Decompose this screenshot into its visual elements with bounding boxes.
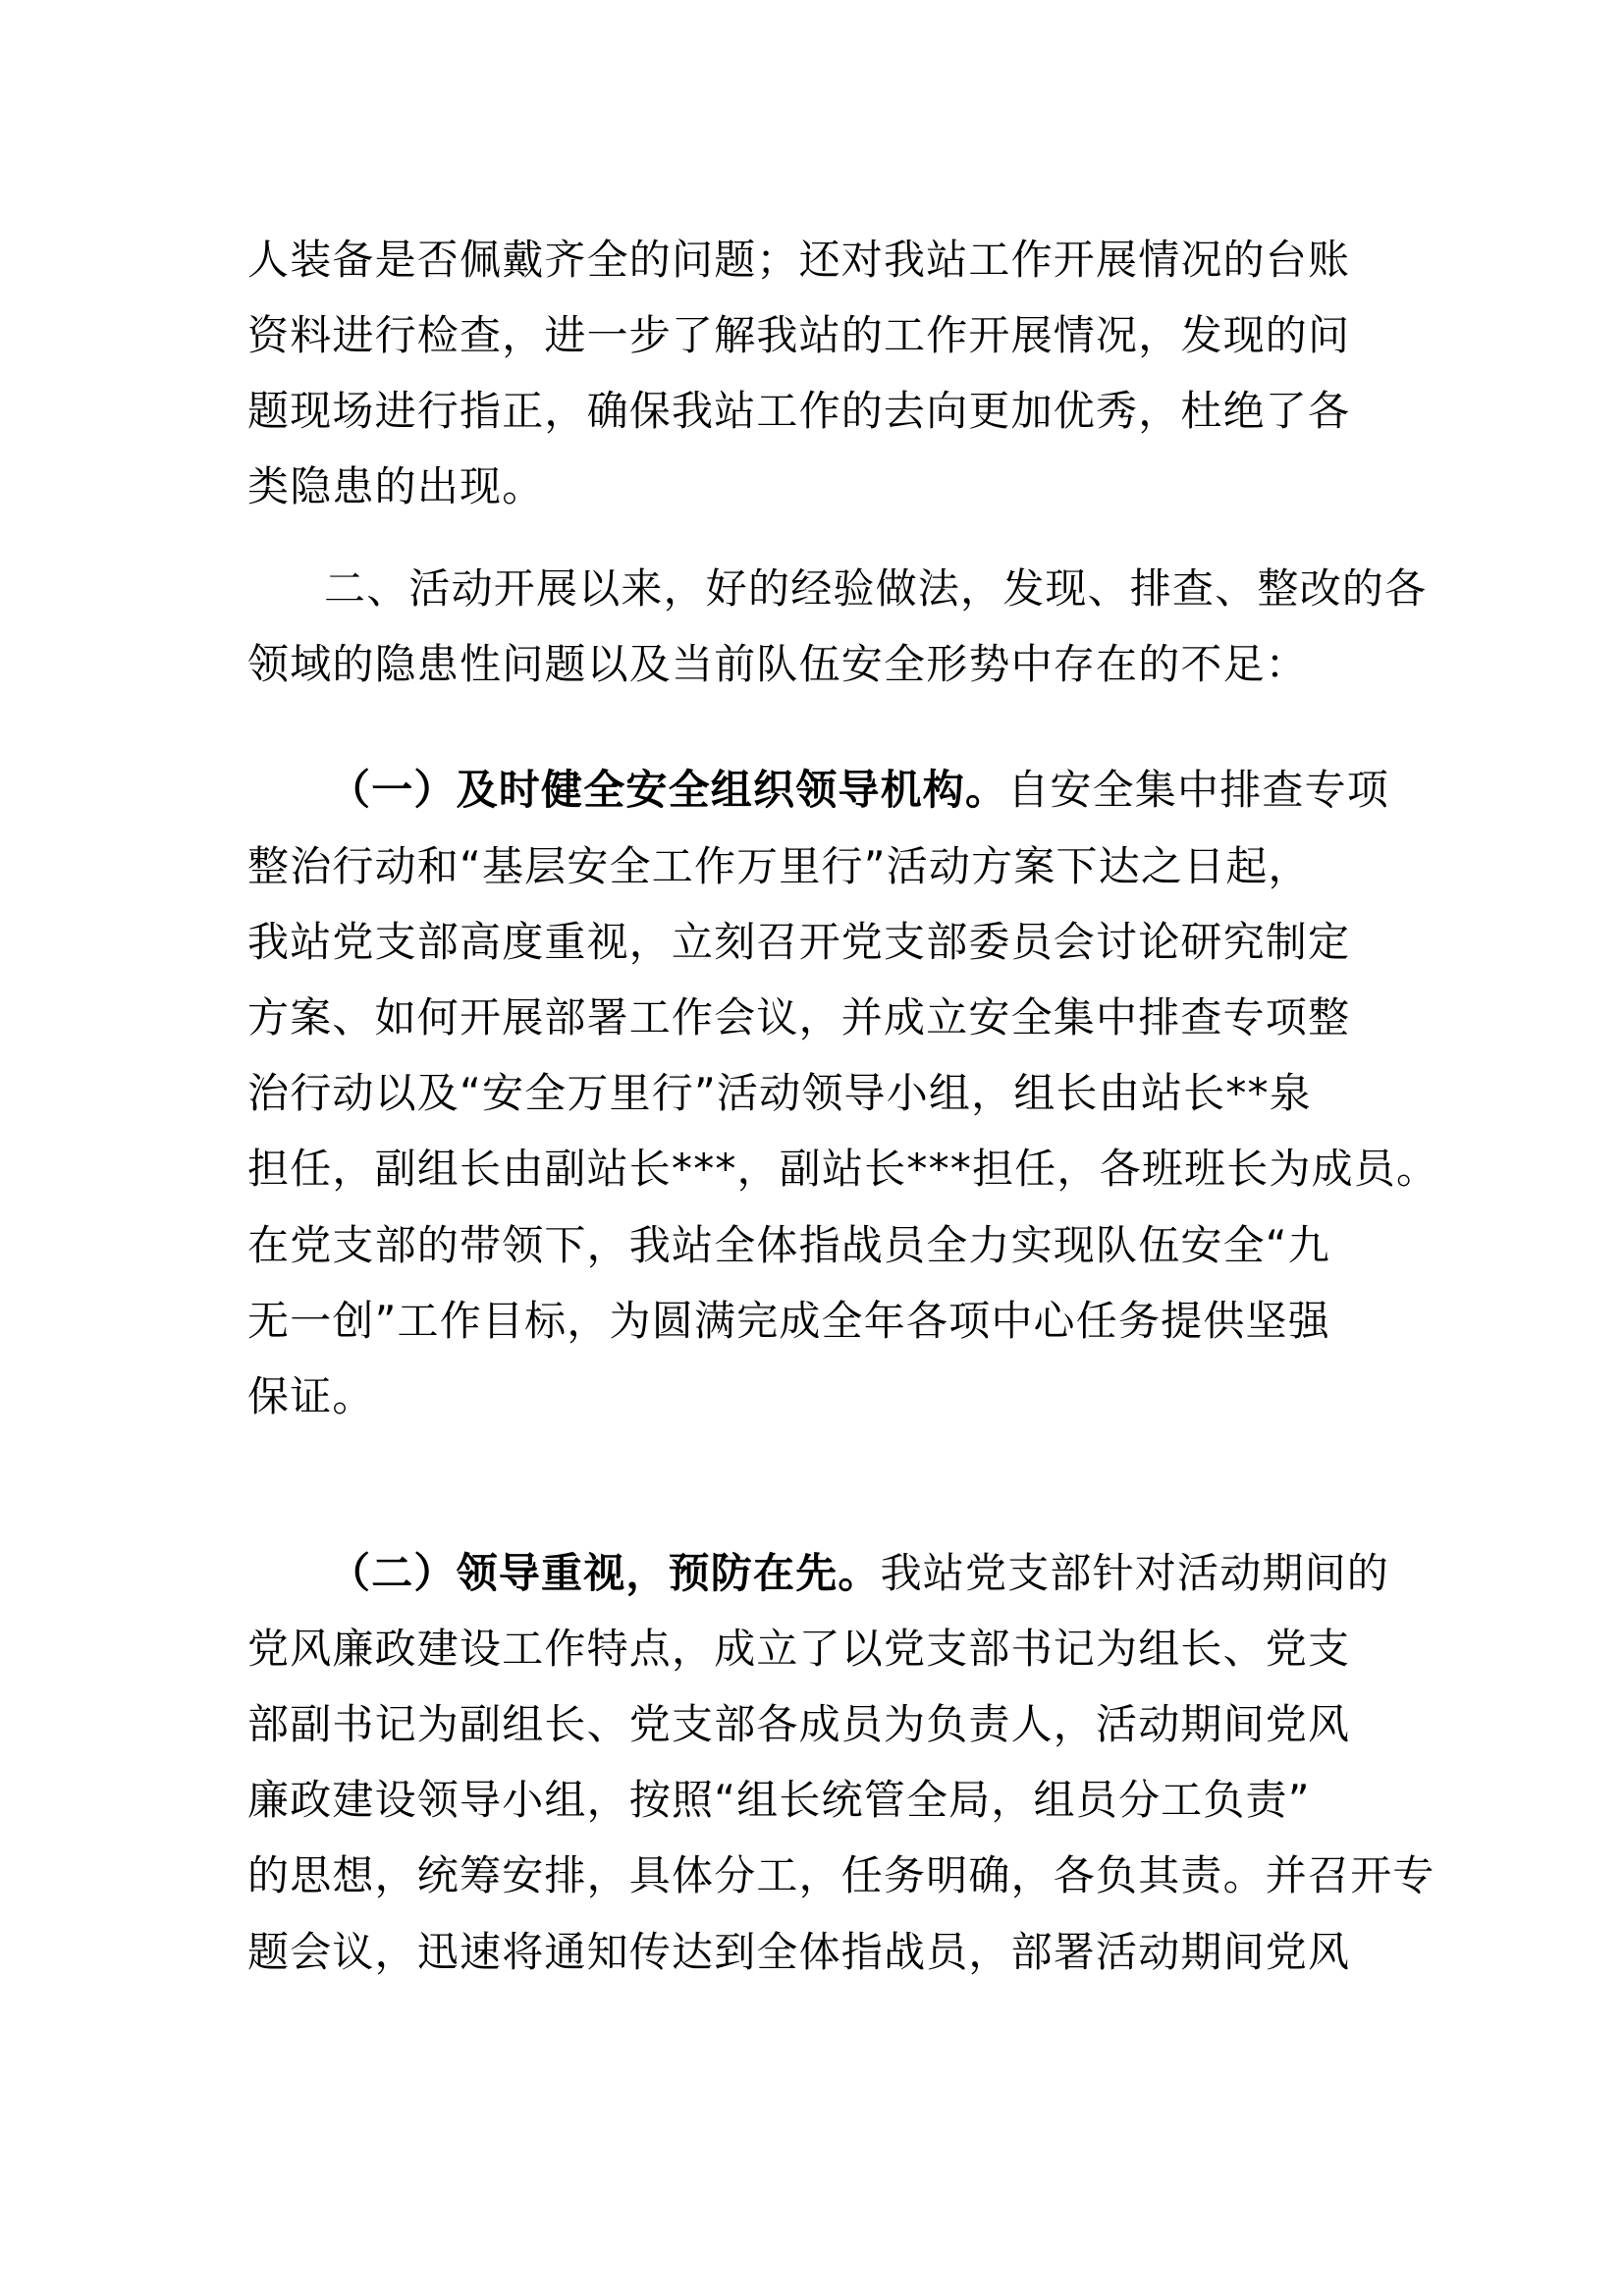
- item-one-text: 自安全集中排查专项: [1007, 766, 1390, 814]
- paragraph-line: 保证。: [247, 1372, 375, 1420]
- paragraph-line: 部副书记为副组长、党支部各成员为负责人，活动期间党风: [247, 1700, 1351, 1748]
- paragraph-line: 治行动以及“安全万里行”活动领导小组，组长由站长**泉: [247, 1069, 1312, 1117]
- paragraph-line: 题会议，迅速将通知传达到全体指战员，部署活动期间党风: [247, 1928, 1351, 1976]
- paragraph-line: 题现场进行指正，确保我站工作的去向更加优秀，杜绝了各: [247, 387, 1351, 435]
- paragraph-line: 无一创”工作目标，为圆满完成全年各项中心任务提供坚强: [247, 1297, 1330, 1345]
- paragraph-line: 类隐患的出现。: [247, 462, 545, 510]
- paragraph-line: 资料进行检查，进一步了解我站的工作开展情况，发现的问: [247, 311, 1351, 359]
- paragraph-line: 我站党支部高度重视，立刻召开党支部委员会讨论研究制定: [247, 918, 1351, 966]
- paragraph-line: 人装备是否佩戴齐全的问题；还对我站工作开展情况的台账: [247, 236, 1351, 284]
- item-one-title: （一）及时健全安全组织领导机构。: [329, 766, 1008, 814]
- section-heading-line: 领域的隐患性问题以及当前队伍安全形势中存在的不足：: [247, 640, 1309, 688]
- paragraph-line: 党风廉政建设工作特点，成立了以党支部书记为组长、党支: [247, 1625, 1351, 1673]
- paragraph-line: 在党支部的带领下，我站全体指战员全力实现队伍安全“九: [247, 1221, 1330, 1269]
- item-two-text: 我站党支部针对活动期间的: [880, 1549, 1390, 1597]
- section-heading-line: 二、活动开展以来，好的经验做法，发现、排查、整改的各: [324, 564, 1428, 613]
- paragraph-line: 方案、如何开展部署工作会议，并成立安全集中排查专项整: [247, 993, 1351, 1041]
- paragraph-line: 廉政建设领导小组，按照“组长统管全局，组员分工负责”: [247, 1776, 1311, 1824]
- item-two-first-line: [329, 1544, 1468, 1603]
- paragraph-line: 的思想，统筹安排，具体分工，任务明确，各负其责。并召开专: [247, 1851, 1435, 1899]
- item-two-title: （二）领导重视，预防在先。: [329, 1549, 881, 1597]
- paragraph-line: 整治行动和“基层安全工作万里行”活动方案下达之日起，: [247, 842, 1311, 890]
- paragraph-line: 担任，副组长由副站长***，副站长***担任，各班班长为成员。: [247, 1145, 1439, 1193]
- item-one-first-line: [329, 761, 1468, 820]
